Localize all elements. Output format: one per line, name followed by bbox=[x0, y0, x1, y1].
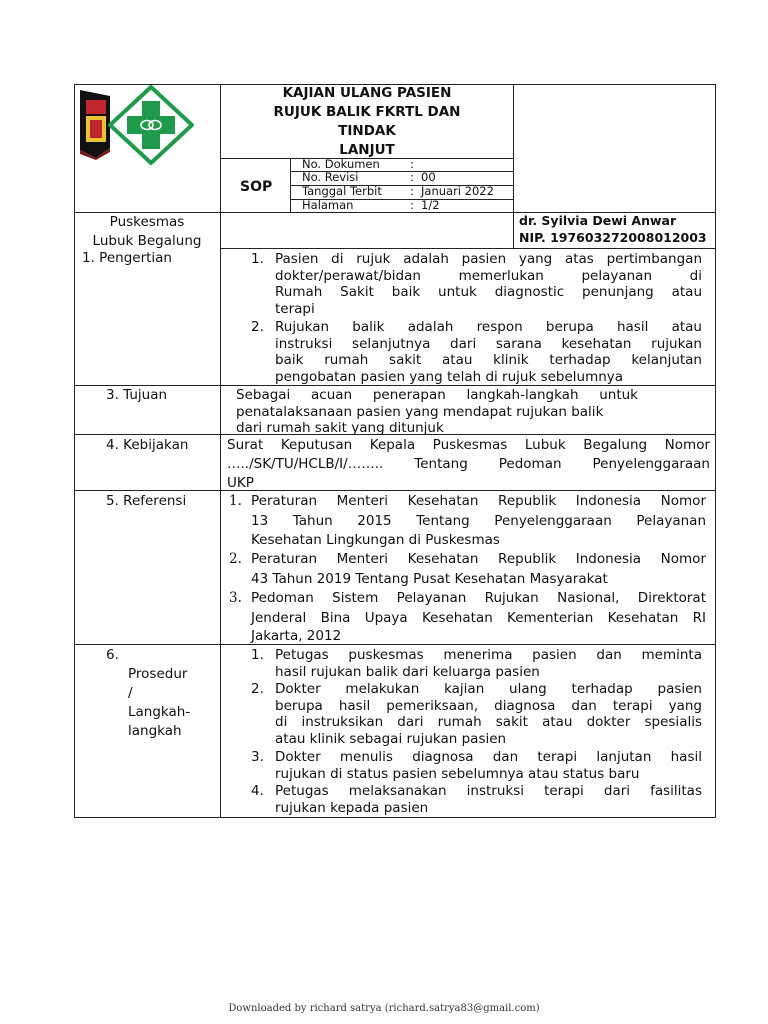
puskesmas-logo bbox=[108, 85, 194, 165]
signatory-name: dr. Syilvia Dewi Anwar bbox=[519, 213, 677, 228]
list-line: terapi bbox=[275, 300, 315, 317]
list-number: 2. bbox=[251, 681, 264, 697]
list-number: 1. bbox=[251, 251, 264, 267]
meta-sep: : bbox=[410, 184, 414, 198]
list-number: 2. bbox=[229, 551, 242, 567]
text-line: Surat Keputusan Kepala Puskesmas Lubuk Begalung Nomor bbox=[227, 437, 710, 453]
meta-label-no-revisi: No. Revisi bbox=[302, 170, 359, 184]
list-line: Dokter melakukan kajian ulang terhadap pasien bbox=[275, 681, 702, 697]
signatory-nip: NIP. 197603272008012003 bbox=[519, 230, 707, 245]
list-line: Jakarta, 2012 bbox=[251, 628, 342, 644]
meta-value-no-revisi: 00 bbox=[421, 170, 436, 184]
sop-title bbox=[222, 84, 512, 160]
list-line: Kesehatan Lingkungan di Puskesmas bbox=[251, 532, 500, 548]
list-line: Petugas puskesmas menerima pasien dan meminta bbox=[275, 647, 702, 663]
meta-label-no-dokumen: No. Dokumen bbox=[302, 157, 380, 171]
text-line: Sebagai acuan penerapan langkah-langkah untuk bbox=[236, 387, 638, 403]
meta-sep: : bbox=[410, 198, 414, 212]
label-line: 6. bbox=[106, 647, 119, 663]
title-line: TINDAK bbox=[338, 123, 396, 139]
list-line: atau klinik sebagai rujukan pasien bbox=[275, 730, 507, 747]
list-line: Pasien di rujuk adalah pasien yang atas pertimbangan bbox=[275, 251, 702, 267]
list-number: 3. bbox=[251, 749, 264, 765]
text-line: penatalaksanaan pasien yang mendapat rujukan balik bbox=[236, 403, 604, 420]
label-line: langkah bbox=[128, 723, 182, 739]
meta-sep: : bbox=[410, 157, 414, 171]
list-line: instruksi selanjutnya dari sarana kesehatan rujukan bbox=[275, 335, 702, 352]
list-line: Pedoman Sistem Pelayanan Rujukan Nasional, Direktorat bbox=[251, 590, 706, 606]
list-line: 43 Tahun 2019 Tentang Pusat Kesehatan Masyarakat bbox=[251, 571, 608, 587]
list-number: 4. bbox=[251, 783, 264, 799]
pemda-logo bbox=[78, 88, 112, 162]
section-label-referensi: 5. Referensi bbox=[106, 493, 187, 509]
puskesmas-line: Lubuk Begalung bbox=[92, 233, 202, 249]
meta-sep: : bbox=[410, 170, 414, 184]
list-line: Jenderal Bina Upaya Kesehatan Kementerian Kesehatan RI bbox=[251, 610, 706, 626]
list-line: 13 Tahun 2015 Tentang Penyelenggaraan Pelayanan bbox=[251, 513, 706, 529]
list-line: dokter/perawat/bidan memerlukan pelayanan di bbox=[275, 267, 702, 284]
title-line: LANJUT bbox=[339, 142, 395, 158]
meta-label-halaman: Halaman bbox=[302, 198, 354, 212]
list-line: Petugas melaksanakan instruksi terapi dari fasilitas bbox=[275, 783, 702, 799]
label-line: / bbox=[128, 685, 133, 701]
list-line: Rujukan balik adalah respon berupa hasil atau bbox=[275, 319, 702, 335]
list-line: hasil rujukan balik dari keluarga pasien bbox=[275, 663, 540, 680]
title-line: RUJUK BALIK FKRTL DAN bbox=[273, 104, 461, 120]
list-line: rujukan di status pasien sebelumnya atau status baru bbox=[275, 765, 640, 782]
list-line: pengobatan pasien yang telah di rujuk sebelumnya bbox=[275, 368, 624, 385]
list-number: 3. bbox=[229, 590, 242, 606]
label-line: Langkah- bbox=[128, 704, 191, 720]
section-label-pengertian: 1. Pengertian bbox=[82, 250, 172, 266]
sop-label: SOP bbox=[240, 179, 273, 195]
label-line: Prosedur bbox=[128, 666, 188, 682]
meta-value-halaman: 1/2 bbox=[421, 198, 440, 212]
list-line: Peraturan Menteri Kesehatan Republik Indonesia Nomor bbox=[251, 551, 706, 567]
download-note: Downloaded by richard satrya (richard.satrya83@gmail.com) bbox=[228, 1003, 540, 1014]
list-line: Rumah Sakit baik untuk diagnostic penunjang atau bbox=[275, 284, 702, 300]
text-line: …../SK/TU/HCLB/I/…….. Tentang Pedoman Penyelenggaraan bbox=[227, 456, 710, 472]
list-line: Peraturan Menteri Kesehatan Republik Indonesia Nomor bbox=[251, 493, 706, 509]
list-line: Dokter menulis diagnosa dan terapi lanjutan hasil bbox=[275, 749, 702, 765]
section-label-tujuan: 3. Tujuan bbox=[106, 387, 168, 403]
list-number: 1. bbox=[229, 493, 242, 509]
meta-value-tanggal-terbit: Januari 2022 bbox=[421, 184, 494, 198]
title-line: KAJIAN ULANG PASIEN bbox=[282, 85, 452, 101]
list-line: baik rumah sakit atau klinik terhadap kelanjutan bbox=[275, 352, 702, 368]
puskesmas-line: Puskesmas bbox=[109, 214, 185, 230]
list-number: 1. bbox=[251, 647, 264, 663]
meta-label-tanggal-terbit: Tanggal Terbit bbox=[302, 184, 382, 198]
section-label-kebijakan: 4. Kebijakan bbox=[106, 437, 189, 453]
list-line: di instruksikan dari rumah sakit atau dokter spesialis bbox=[275, 714, 702, 730]
list-number: 2. bbox=[251, 319, 264, 335]
text-line: dari rumah sakit yang ditunjuk bbox=[236, 420, 444, 436]
list-line: berupa hasil pemeriksaan, diagnosa dan terapi yang bbox=[275, 697, 702, 714]
puskesmas-name bbox=[76, 213, 218, 251]
list-line: rujukan kepada pasien bbox=[275, 799, 429, 816]
text-line: UKP bbox=[227, 475, 254, 491]
